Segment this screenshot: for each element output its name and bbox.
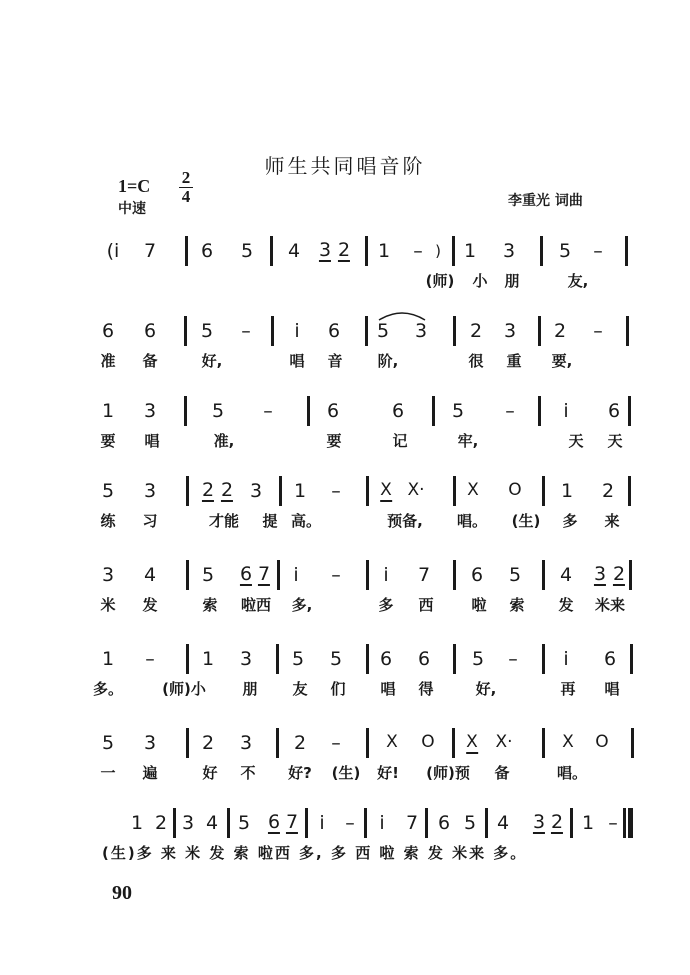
lyric: 发 bbox=[558, 596, 574, 614]
lyric: 天 bbox=[568, 432, 584, 450]
barline bbox=[485, 808, 488, 838]
lyric-line-text: (生)多 来 米 发 索 啦西 多, 多 西 啦 索 发 米来 多。 bbox=[102, 844, 528, 862]
lyric: 西 bbox=[418, 596, 434, 614]
score-row-4 bbox=[0, 476, 690, 536]
note: – bbox=[145, 648, 155, 670]
note: O bbox=[421, 732, 435, 752]
song-title: 师生共同唱音阶 bbox=[264, 154, 426, 178]
lyric: 天 bbox=[607, 432, 623, 450]
lyric: 啦 bbox=[471, 596, 487, 614]
lyric: 准 bbox=[100, 352, 116, 370]
note: ) bbox=[435, 242, 441, 260]
barline bbox=[630, 644, 633, 674]
note: 1 bbox=[201, 648, 215, 670]
barline bbox=[366, 728, 369, 758]
note: – bbox=[345, 812, 355, 834]
barline bbox=[452, 236, 455, 266]
note: X bbox=[380, 480, 392, 500]
lyric: 很 bbox=[468, 352, 484, 370]
barline bbox=[186, 476, 189, 506]
note: 4 bbox=[287, 240, 301, 262]
note: 2 bbox=[612, 563, 626, 585]
barline bbox=[365, 316, 368, 346]
barline bbox=[629, 560, 632, 590]
note: 5 bbox=[291, 648, 305, 670]
barline bbox=[453, 316, 456, 346]
lyric: 好 bbox=[202, 764, 218, 782]
score-row-1 bbox=[0, 236, 690, 296]
note: – bbox=[505, 400, 515, 422]
lyric: 多, bbox=[291, 596, 313, 614]
notes-line bbox=[0, 316, 690, 346]
lyric: (师)预 bbox=[426, 764, 470, 782]
note: X bbox=[386, 732, 398, 752]
note: 2 bbox=[201, 479, 215, 501]
barline bbox=[538, 316, 541, 346]
score-row-8 bbox=[0, 808, 690, 868]
page-number: 90 bbox=[112, 882, 132, 904]
note: 3 bbox=[414, 320, 428, 342]
barline bbox=[365, 236, 368, 266]
score-row-6 bbox=[0, 644, 690, 704]
note: 3 bbox=[181, 812, 195, 834]
note: 3 bbox=[502, 240, 516, 262]
time-signature bbox=[178, 170, 194, 205]
time-signature-bottom: 4 bbox=[181, 187, 191, 206]
lyric: 朋 bbox=[242, 680, 258, 698]
lyric: 不 bbox=[240, 764, 256, 782]
note: 4 bbox=[496, 812, 510, 834]
note: 5 bbox=[451, 400, 465, 422]
barline bbox=[307, 396, 310, 426]
barline bbox=[364, 808, 367, 838]
barline bbox=[538, 396, 541, 426]
note: – bbox=[593, 320, 603, 342]
barline bbox=[628, 396, 631, 426]
note: 7 bbox=[143, 240, 157, 262]
note: 1 bbox=[463, 240, 477, 262]
barline bbox=[625, 236, 628, 266]
note: 5 bbox=[376, 320, 390, 342]
note: 3 bbox=[249, 480, 263, 502]
note: 3 bbox=[503, 320, 517, 342]
barline bbox=[186, 728, 189, 758]
note: O bbox=[595, 732, 609, 752]
note: – bbox=[593, 240, 603, 262]
note: 5 bbox=[201, 564, 215, 586]
note: 1 bbox=[377, 240, 391, 262]
barline bbox=[366, 644, 369, 674]
note: (i bbox=[106, 240, 120, 262]
note: 5 bbox=[101, 480, 115, 502]
barline bbox=[184, 316, 187, 346]
note: 1 bbox=[101, 648, 115, 670]
note: X· bbox=[407, 480, 425, 500]
note: 6 bbox=[101, 320, 115, 342]
note: 3 bbox=[101, 564, 115, 586]
lyric: 唱 bbox=[289, 352, 305, 370]
lyric: 准, bbox=[213, 432, 235, 450]
lyric: 啦西 bbox=[240, 596, 272, 614]
lyric: 好? bbox=[288, 764, 312, 782]
barline bbox=[432, 396, 435, 426]
barline bbox=[453, 476, 456, 506]
note: 7 bbox=[257, 563, 271, 585]
barline bbox=[276, 728, 279, 758]
barline bbox=[542, 644, 545, 674]
note: 3 bbox=[143, 480, 157, 502]
barline bbox=[631, 728, 634, 758]
lyric: 好, bbox=[475, 680, 497, 698]
lyric: 音 bbox=[327, 352, 343, 370]
note: 3 bbox=[143, 732, 157, 754]
lyric: 索 bbox=[509, 596, 525, 614]
note: 2 bbox=[550, 811, 564, 833]
note: 7 bbox=[285, 811, 299, 833]
note: 6 bbox=[379, 648, 393, 670]
lyric: 唱 bbox=[604, 680, 620, 698]
lyric: 友, bbox=[567, 272, 589, 290]
note: 1 bbox=[130, 812, 144, 834]
barline bbox=[305, 808, 308, 838]
barline bbox=[542, 728, 545, 758]
note: 2 bbox=[201, 732, 215, 754]
barline bbox=[173, 808, 176, 838]
lyric: 阶, bbox=[377, 352, 399, 370]
score-row-2 bbox=[0, 316, 690, 376]
note: – bbox=[241, 320, 251, 342]
barline bbox=[623, 808, 626, 838]
barline bbox=[186, 644, 189, 674]
barline bbox=[185, 236, 188, 266]
lyric: 多 bbox=[562, 512, 578, 530]
lyric: 小 bbox=[472, 272, 488, 290]
notes-line bbox=[0, 728, 690, 758]
note: 6 bbox=[391, 400, 405, 422]
lyric: 记 bbox=[392, 432, 408, 450]
note: 5 bbox=[471, 648, 485, 670]
lyrics-line bbox=[0, 594, 690, 620]
lyric: 高。 bbox=[290, 512, 322, 530]
lyric: 好! bbox=[377, 764, 399, 782]
note: 6 bbox=[200, 240, 214, 262]
note: 2 bbox=[220, 479, 234, 501]
barline bbox=[271, 316, 274, 346]
lyric: 要 bbox=[100, 432, 116, 450]
note: – bbox=[413, 240, 423, 262]
lyric: 好, bbox=[201, 352, 223, 370]
note: 5 bbox=[200, 320, 214, 342]
note: 2 bbox=[337, 239, 351, 261]
score-row-3 bbox=[0, 396, 690, 456]
barline bbox=[227, 808, 230, 838]
final-barline bbox=[628, 808, 633, 838]
lyric: 唱 bbox=[380, 680, 396, 698]
note: 6 bbox=[327, 320, 341, 342]
note: i bbox=[319, 812, 325, 834]
barline bbox=[277, 560, 280, 590]
lyric: 要 bbox=[326, 432, 342, 450]
note: 2 bbox=[601, 480, 615, 502]
notes-line bbox=[0, 560, 690, 590]
note: 6 bbox=[239, 563, 253, 585]
score-row-5 bbox=[0, 560, 690, 620]
barline bbox=[542, 476, 545, 506]
tempo-marking: 中速 bbox=[118, 201, 146, 217]
barline bbox=[366, 560, 369, 590]
note: X· bbox=[495, 732, 513, 752]
note: – bbox=[608, 812, 618, 834]
key-signature: 1=C bbox=[118, 176, 151, 196]
lyric: 们 bbox=[330, 680, 346, 698]
lyrics-line bbox=[0, 842, 690, 868]
note: 3 bbox=[318, 239, 332, 261]
barline bbox=[425, 808, 428, 838]
lyric: 练 bbox=[100, 512, 116, 530]
lyric: (师)小 bbox=[162, 680, 206, 698]
lyric: 提 bbox=[262, 512, 278, 530]
note: 5 bbox=[101, 732, 115, 754]
note: 4 bbox=[559, 564, 573, 586]
note: 5 bbox=[237, 812, 251, 834]
note: X bbox=[466, 732, 478, 752]
note: 3 bbox=[143, 400, 157, 422]
note: – bbox=[331, 732, 341, 754]
lyric: 索 bbox=[202, 596, 218, 614]
time-signature-top: 2 bbox=[181, 168, 191, 187]
note: i bbox=[563, 400, 569, 422]
barline bbox=[279, 476, 282, 506]
note: 1 bbox=[293, 480, 307, 502]
barline bbox=[452, 728, 455, 758]
lyrics-line bbox=[0, 270, 690, 296]
note: 2 bbox=[154, 812, 168, 834]
note: 6 bbox=[437, 812, 451, 834]
lyric: 一 bbox=[100, 764, 116, 782]
notes-line bbox=[0, 476, 690, 506]
lyric: 预备, bbox=[387, 512, 423, 530]
note: 6 bbox=[470, 564, 484, 586]
lyric: (生) bbox=[511, 512, 541, 530]
note: X bbox=[467, 480, 479, 500]
lyric: 米 bbox=[100, 596, 116, 614]
note: 3 bbox=[239, 732, 253, 754]
barline bbox=[270, 236, 273, 266]
notes-line bbox=[0, 396, 690, 426]
lyric: 遍 bbox=[142, 764, 158, 782]
lyric: 牢, bbox=[457, 432, 479, 450]
barline bbox=[366, 476, 369, 506]
barline bbox=[626, 316, 629, 346]
barline bbox=[570, 808, 573, 838]
lyrics-line bbox=[0, 430, 690, 456]
note: 1 bbox=[101, 400, 115, 422]
lyric: 唱。 bbox=[456, 512, 488, 530]
note: 2 bbox=[469, 320, 483, 342]
note: 6 bbox=[326, 400, 340, 422]
lyrics-line bbox=[0, 350, 690, 376]
notes-line bbox=[0, 236, 690, 266]
note: 1 bbox=[581, 812, 595, 834]
barline bbox=[542, 560, 545, 590]
note: 5 bbox=[508, 564, 522, 586]
lyric: 唱。 bbox=[556, 764, 588, 782]
note: 7 bbox=[417, 564, 431, 586]
note: – bbox=[331, 480, 341, 502]
lyric: 再 bbox=[560, 680, 576, 698]
note: 3 bbox=[593, 563, 607, 585]
barline bbox=[276, 644, 279, 674]
score-row-7 bbox=[0, 728, 690, 788]
note: i bbox=[383, 564, 389, 586]
note: 4 bbox=[205, 812, 219, 834]
note: 3 bbox=[532, 811, 546, 833]
barline bbox=[540, 236, 543, 266]
barline bbox=[453, 644, 456, 674]
note: 6 bbox=[607, 400, 621, 422]
note: 1 bbox=[560, 480, 574, 502]
note: 5 bbox=[329, 648, 343, 670]
lyric: 发 bbox=[142, 596, 158, 614]
lyrics-line bbox=[0, 678, 690, 704]
lyric: 习 bbox=[142, 512, 158, 530]
note: X bbox=[562, 732, 574, 752]
lyric: 重 bbox=[506, 352, 522, 370]
lyric: 唱 bbox=[144, 432, 160, 450]
lyric: (生) bbox=[331, 764, 361, 782]
note: 5 bbox=[558, 240, 572, 262]
lyrics-line bbox=[0, 510, 690, 536]
note: 5 bbox=[463, 812, 477, 834]
note: i bbox=[294, 320, 300, 342]
notes-line bbox=[0, 808, 690, 838]
note: 7 bbox=[405, 812, 419, 834]
lyric: 朋 bbox=[504, 272, 520, 290]
note: 5 bbox=[240, 240, 254, 262]
barline bbox=[186, 560, 189, 590]
note: 4 bbox=[143, 564, 157, 586]
barline bbox=[453, 560, 456, 590]
note: 2 bbox=[553, 320, 567, 342]
composer-credit: 李重光 词曲 bbox=[508, 193, 583, 209]
note: i bbox=[563, 648, 569, 670]
lyric: 要, bbox=[551, 352, 573, 370]
note: i bbox=[379, 812, 385, 834]
barline bbox=[628, 476, 631, 506]
note: 6 bbox=[417, 648, 431, 670]
lyric: 多。 bbox=[92, 680, 124, 698]
note: 6 bbox=[267, 811, 281, 833]
lyric: 友 bbox=[292, 680, 308, 698]
lyric: 备 bbox=[142, 352, 158, 370]
lyric: 得 bbox=[418, 680, 434, 698]
note: – bbox=[263, 400, 273, 422]
note: 6 bbox=[603, 648, 617, 670]
note: O bbox=[508, 480, 522, 500]
note: 3 bbox=[239, 648, 253, 670]
note: 5 bbox=[211, 400, 225, 422]
lyric: 多 bbox=[378, 596, 394, 614]
note: – bbox=[331, 564, 341, 586]
lyric: 来 bbox=[604, 512, 620, 530]
note: – bbox=[508, 648, 518, 670]
lyric: (师) bbox=[425, 272, 455, 290]
lyric: 米来 bbox=[594, 596, 626, 614]
notes-line bbox=[0, 644, 690, 674]
note: 2 bbox=[293, 732, 307, 754]
barline bbox=[184, 396, 187, 426]
note: 6 bbox=[143, 320, 157, 342]
lyric: 备 bbox=[494, 764, 510, 782]
lyrics-line bbox=[0, 762, 690, 788]
lyric: 才能 bbox=[208, 512, 240, 530]
note: i bbox=[293, 564, 299, 586]
